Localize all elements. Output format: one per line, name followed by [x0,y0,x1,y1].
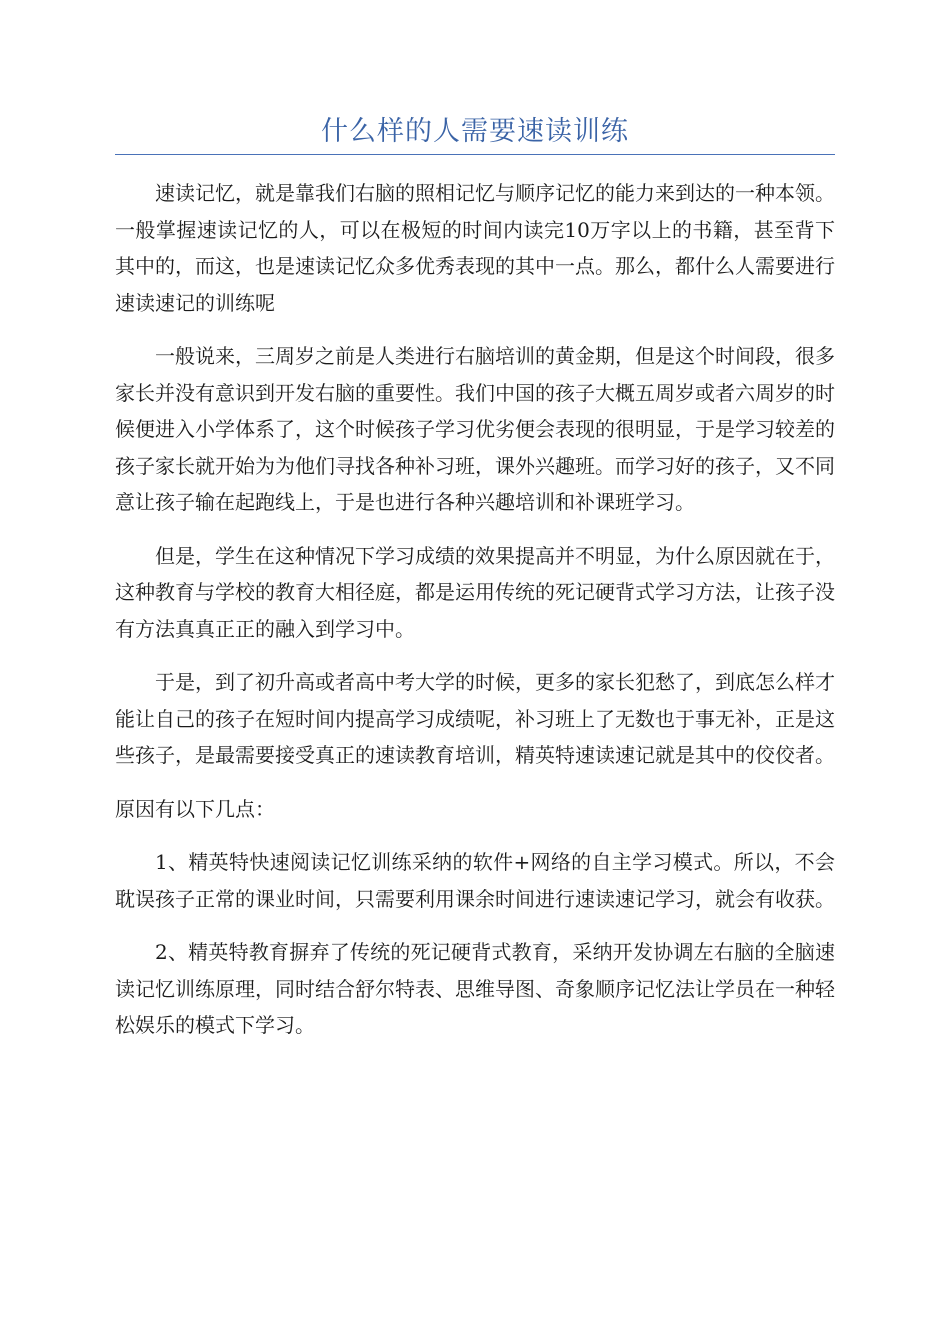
paragraph-background: 一般说来，三周岁之前是人类进行右脑培训的黄金期，但是这个时间段，很多家长并没有意识到开发右脑的重要性。我们中国的孩子大概五周岁或者六周岁的时候便进入小学体系了，这个时候孩子学习优劣便会表现的很明显，于是学习较差的孩子家长就开始为为他们寻找各种补习班，课外兴趣班。而学习好的孩子，又不同意让孩子输在起跑线上，于是也进行各种兴趣培训和补课班学习。 [115,344,835,514]
document-body [115,175,835,1061]
paragraph-reasons-heading: 原因有以下几点： [115,796,275,821]
title-underline [115,154,835,155]
paragraph-problem: 但是，学生在这种情况下学习成绩的效果提高并不明显，为什么原因就在于，这种教育与学校的教育大相径庭，都是运用传统的死记硬背式学习方法，让孩子没有方法真真正正的融入到学习中。 [115,543,835,641]
paragraph-intro: 速读记忆，就是靠我们右脑的照相记忆与顺序记忆的能力来到达的一种本领。一般掌握速读记忆的人，可以在极短的时间内读完10万字以上的书籍，甚至背下其中的，而这，也是速读记忆众多优秀表现的其中一点。那么，都什么人需要进行速读速记的训练呢 [115,181,835,315]
paragraph-reason-2: 2、精英特教育摒弃了传统的死记硬背式教育，采纳开发协调左右脑的全脑速读记忆训练原理，同时结合舒尔特表、思维导图、奇象顺序记忆法让学员在一种轻松娱乐的模式下学习。 [115,940,835,1037]
paragraph-solution: 于是，到了初升高或者高中考大学的时候，更多的家长犯愁了，到底怎么样才能让自己的孩子在短时间内提高学习成绩呢，补习班上了无数也于事无补，正是这些孩子，是最需要接受真正的速读教育培训，精英特速读速记就是其中的佼佼者。 [115,670,835,767]
document-title: 什么样的人需要速读训练 [321,116,629,147]
paragraph-reason-1: 1、精英特快速阅读记忆训练采纳的软件+网络的自主学习模式。所以，不会耽误孩子正常的课业时间，只需要利用课余时间进行速读速记学习，就会有收获。 [115,850,835,911]
